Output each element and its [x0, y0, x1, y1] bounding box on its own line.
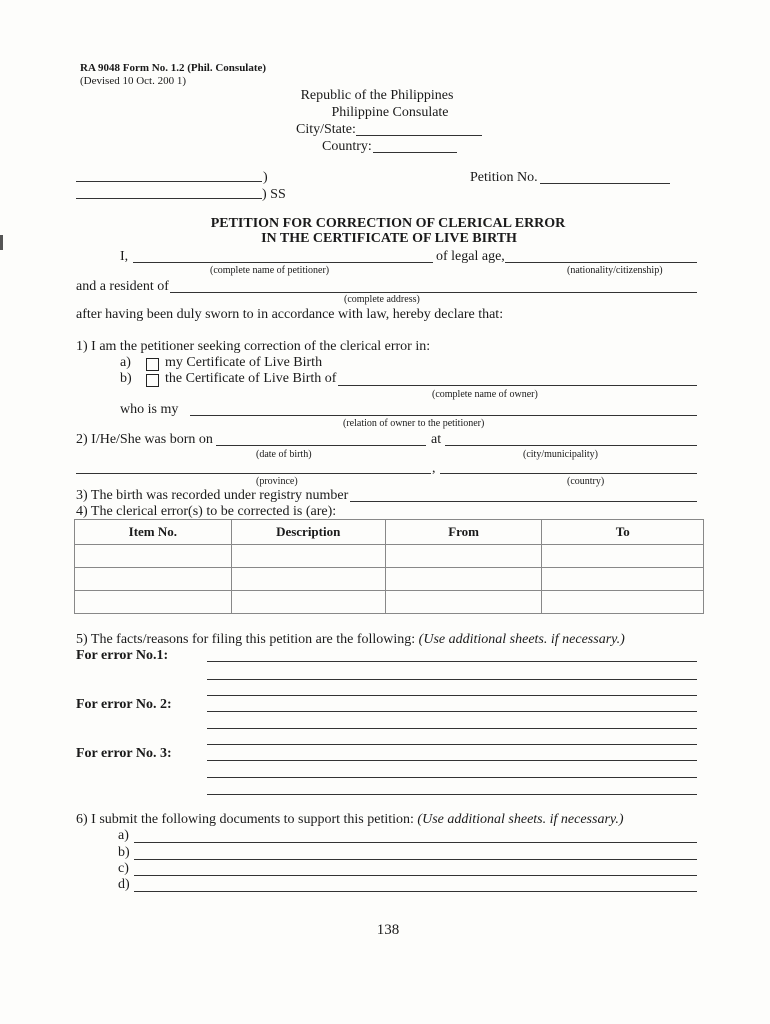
item5-note: (Use additional sheets. if necessary.): [418, 632, 625, 647]
doc-d-label: d): [118, 877, 130, 892]
city-state-label: City/State:: [296, 122, 356, 137]
own-certificate-checkbox[interactable]: [146, 358, 159, 371]
i-label: I,: [120, 249, 129, 264]
nationality-caption: (nationality/citizenship): [567, 265, 663, 276]
petitioner-caption: (complete name of petitioner): [210, 265, 330, 276]
sworn-statement: after having been duly sworn to in accordance with law, hereby declare that:: [76, 307, 504, 322]
dob-caption: (date of birth): [256, 449, 312, 460]
country-label: Country:: [322, 139, 372, 154]
table-header-row: [75, 520, 704, 545]
petition-no-field[interactable]: [540, 183, 670, 184]
doc-b-label: b): [118, 845, 130, 860]
table-row[interactable]: [75, 545, 704, 568]
error3-label: For error No. 3:: [76, 746, 172, 761]
error2-line-1[interactable]: [207, 711, 697, 712]
scan-edge-mark: [0, 235, 3, 250]
col-from: From: [385, 520, 542, 545]
item3-text: 3) The birth was recorded under registry number: [76, 488, 349, 503]
relation-field[interactable]: [190, 415, 697, 416]
petition-no-label: Petition No.: [470, 170, 538, 185]
venue-paren: ): [263, 170, 268, 185]
doc-c-field[interactable]: [134, 875, 697, 876]
country-caption: (country): [567, 476, 605, 487]
nationality-field[interactable]: [505, 262, 697, 263]
col-item-no: Item No.: [75, 520, 232, 545]
error2-line-2[interactable]: [207, 728, 697, 729]
error2-line-3[interactable]: [207, 744, 697, 745]
province-caption: (province): [256, 476, 298, 487]
at-label: at: [431, 432, 442, 447]
item6-note: (Use additional sheets. if necessary.): [417, 812, 624, 827]
doc-d-field[interactable]: [134, 891, 697, 892]
registry-number-field[interactable]: [350, 501, 697, 502]
venue-ss: ) SS: [262, 187, 286, 202]
error3-line-2[interactable]: [207, 777, 697, 778]
form-number: RA 9048 Form No. 1.2 (Phil. Consulate): [80, 62, 267, 74]
error3-line-1[interactable]: [207, 760, 697, 761]
item1-b-label: b): [120, 371, 132, 386]
table-row[interactable]: [75, 591, 704, 614]
country-field[interactable]: [373, 152, 457, 153]
owner-name-field[interactable]: [338, 385, 697, 386]
error2-label: For error No. 2:: [76, 697, 172, 712]
address-field[interactable]: [170, 292, 697, 293]
col-description: Description: [231, 520, 385, 545]
table-row[interactable]: [75, 568, 704, 591]
petitioner-name-field[interactable]: [133, 262, 433, 263]
clerical-errors-table: [74, 519, 704, 614]
doc-b-field[interactable]: [134, 859, 697, 860]
error1-line-3[interactable]: [207, 695, 697, 696]
birth-country-field[interactable]: [440, 473, 697, 474]
other-certificate-checkbox[interactable]: [146, 374, 159, 387]
page-number: 138: [376, 922, 400, 938]
petition-title-1: PETITION FOR CORRECTION OF CLERICAL ERROR: [210, 216, 566, 231]
error1-line-1[interactable]: [207, 661, 697, 662]
birth-city-field[interactable]: [445, 445, 697, 446]
error1-label: For error No.1:: [76, 648, 169, 663]
legal-age-label: of legal age,: [436, 249, 505, 264]
error3-line-3[interactable]: [207, 794, 697, 795]
venue-line-2[interactable]: [76, 198, 262, 199]
province-comma: ,: [432, 461, 436, 476]
city-state-field[interactable]: [356, 135, 482, 136]
owner-caption: (complete name of owner): [432, 389, 538, 400]
doc-c-label: c): [118, 861, 129, 876]
item5-text: 5) The facts/reasons for filing this petition are the following: (Use additional sheets. if necessary.): [76, 632, 625, 647]
item1-a-text: my Certificate of Live Birth: [165, 355, 323, 370]
item1-text: 1) I am the petitioner seeking correction of the clerical error in:: [76, 339, 431, 354]
doc-a-field[interactable]: [134, 842, 697, 843]
item1-a-label: a): [120, 355, 131, 370]
venue-line-1[interactable]: [76, 181, 262, 182]
city-caption: (city/municipality): [523, 449, 598, 460]
who-is-my-label: who is my: [120, 402, 179, 417]
item1-b-text: the Certificate of Live Birth of: [165, 371, 337, 386]
republic-heading: Republic of the Philippines: [300, 88, 454, 103]
resident-label: and a resident of: [76, 279, 169, 294]
birth-date-field[interactable]: [216, 445, 426, 446]
error1-line-2[interactable]: [207, 679, 697, 680]
address-caption: (complete address): [344, 294, 420, 305]
item6-text: 6) I submit the following documents to support this petition: (Use additional sheets. if necessary.): [76, 812, 624, 827]
relation-caption: (relation of owner to the petitioner): [343, 418, 485, 429]
item2-text: 2) I/He/She was born on: [76, 432, 213, 447]
birth-province-field[interactable]: [76, 473, 431, 474]
petition-title-2: IN THE CERTIFICATE OF LIVE BIRTH: [261, 231, 517, 246]
consulate-heading: Philippine Consulate: [331, 105, 449, 120]
doc-a-label: a): [118, 828, 129, 843]
form-revision: (Devised 10 Oct. 200 1): [80, 75, 187, 87]
item4-text: 4) The clerical error(s) to be corrected is (are):: [76, 504, 337, 519]
col-to: To: [542, 520, 704, 545]
